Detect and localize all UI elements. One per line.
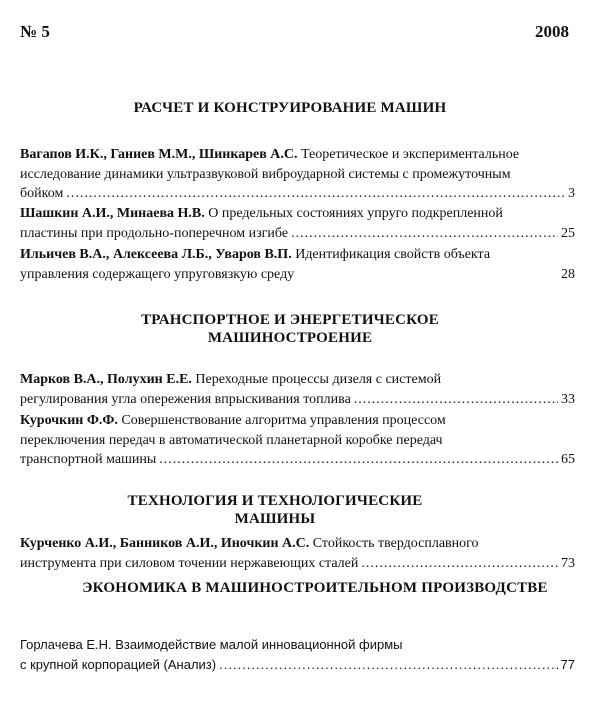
section-title-transport: ТРАНСПОРТНОЕ И ЭНЕРГЕТИЧЕСКОЕ МАШИНОСТРОЕНИЕ	[141, 312, 439, 346]
entry-authors: Марков В.А., Полухин Е.Е.	[20, 372, 192, 387]
page-number: 77	[560, 656, 575, 672]
page-number: 25	[561, 225, 575, 241]
dot-leader	[219, 655, 557, 675]
page-number: 28	[561, 266, 575, 282]
page-number: 3	[568, 186, 575, 201]
section-title-design: РАСЧЕТ И КОНСТРУИРОВАНИЕ МАШИН	[133, 100, 447, 116]
entry-authors: Курочкин Ф.Ф.	[20, 413, 118, 428]
entry-authors: Горлачева Е.Н.	[20, 637, 112, 652]
toc-entry[interactable]: Горлачева Е.Н. Взаимодействие малой инновационной фирмы с крупной корпорацией (Анализ) ..... 77	[20, 635, 575, 674]
dot-leader	[361, 554, 558, 574]
toc-entry[interactable]: Вагапов И.К., Ганиев М.М., Шинкарев А.С. Теоретическое и экспериментальное исследование динамики ультразвуковой виброударной системы с промежуточным бойком ..... 3	[20, 145, 575, 204]
entry-authors: Ильичев В.А., Алексеева Л.Б., Уваров В.П.	[20, 247, 292, 262]
dot-leader	[354, 390, 558, 410]
toc-entry[interactable]: Ильичев В.А., Алексеева Л.Б., Уваров В.П. Идентификация свойств объекта управления содержащего упруговязкую среду 28	[20, 245, 575, 284]
entry-authors: Шашкин А.И., Минаева Н.В.	[20, 206, 205, 221]
entry-authors: Курченко А.И., Банников А.И., Иночкин А.С.	[20, 536, 310, 551]
section-title-technology: ТЕХНОЛОГИЯ И ТЕХНОЛОГИЧЕСКИЕ МАШИНЫ	[127, 493, 423, 527]
toc-entry[interactable]: Курченко А.И., Банников А.И., Иночкин А.С. Стойкость твердосплавного инструмента при силовом точении нержавеющих сталей ..... 73	[20, 534, 575, 573]
issue-number: № 5	[20, 22, 50, 41]
page-number: 65	[561, 452, 575, 467]
entry-authors: Вагапов И.К., Ганиев М.М., Шинкарев А.С.	[20, 147, 298, 162]
issue-year: 2008	[535, 22, 569, 41]
dot-leader	[66, 184, 565, 204]
page-number: 73	[561, 555, 575, 571]
section-title-economics: ЭКОНОМИКА В МАШИНОСТРОИТЕЛЬНОМ ПРОИЗВОДСТВЕ	[82, 580, 548, 596]
page-number: 33	[561, 391, 575, 407]
dot-leader	[159, 450, 558, 470]
dot-leader	[291, 224, 558, 244]
toc-entry[interactable]: Шашкин А.И., Минаева Н.В. О предельных состояниях упруго подкрепленной пластины при продольно-поперечном изгибе ..... 25	[20, 204, 575, 243]
toc-entry[interactable]: Курочкин Ф.Ф. Совершенствование алгоритма управления процессом переключения передач в автоматической планетарной коробке передач транспортной машины ..... 65	[20, 411, 575, 470]
toc-entry[interactable]: Марков В.А., Полухин Е.Е. Переходные процессы дизеля с системой регулирования угла опережения впрыскивания топлива ..... 33	[20, 370, 575, 409]
